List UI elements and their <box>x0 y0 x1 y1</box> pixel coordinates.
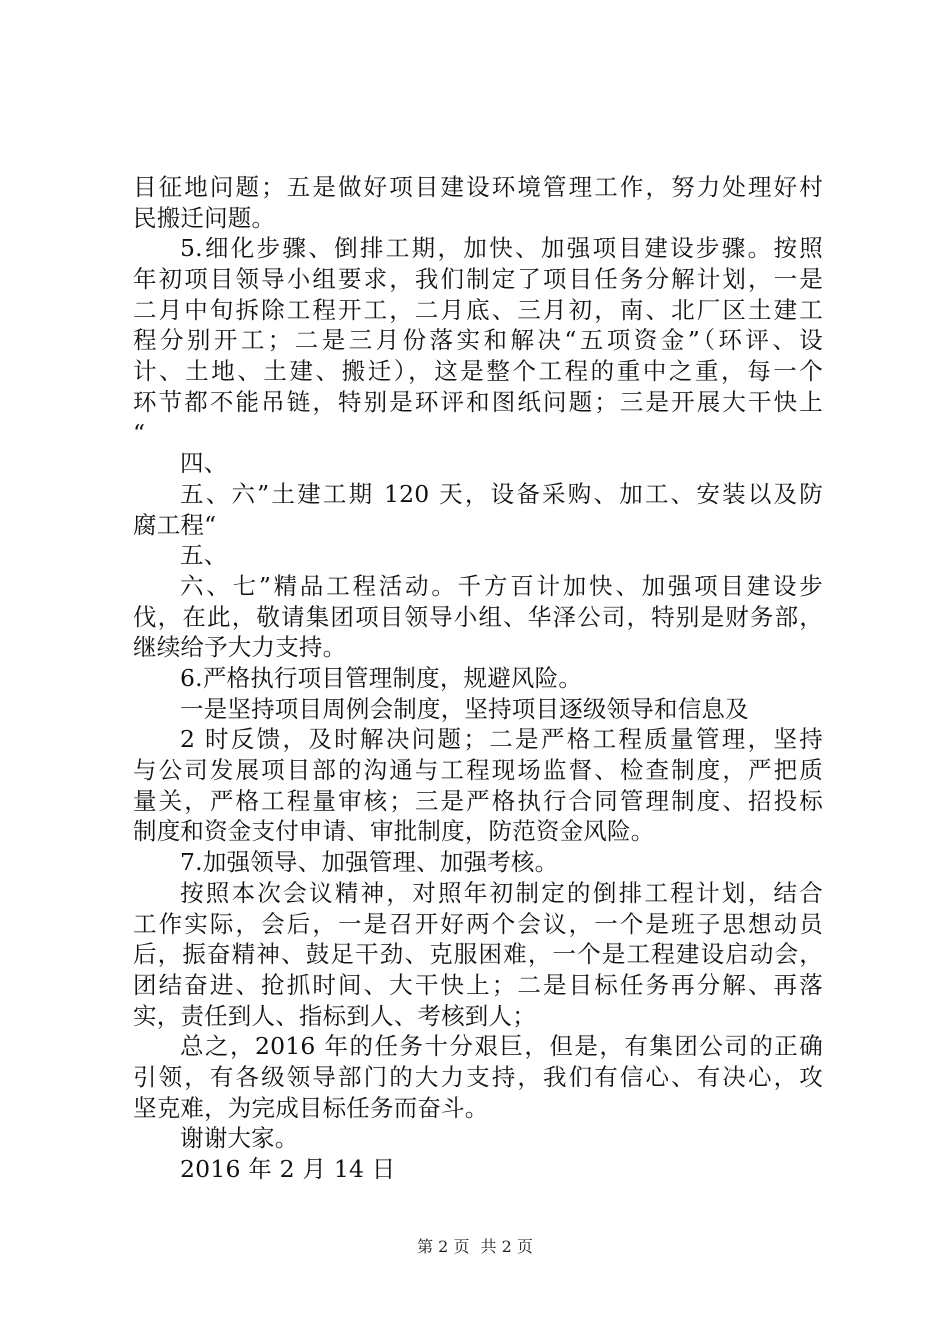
text-line: 工作实际，会后，一是召开好两个会议，一个是班子思想动员 <box>133 909 823 938</box>
text-line: 实，责任到人、指标到人、考核到人； <box>133 1001 536 1030</box>
section-heading: 6.严格执行项目管理制度，规避风险。 <box>180 664 583 692</box>
text-line: 团结奋进、抢抓时间、大干快上；二是目标任务再分解、再落 <box>133 970 823 999</box>
document-body <box>133 172 823 1185</box>
text-line: 谢谢大家。 <box>180 1124 299 1153</box>
page-total: 共 2 页 <box>480 1237 533 1256</box>
text-line: 民搬迁问题。 <box>133 203 276 232</box>
text-line: 一是坚持项目周例会制度，坚持项目逐级领导和信息及 <box>180 694 749 723</box>
text-line: 计、土地、土建、搬迁），这是整个工程的重中之重，每一个 <box>133 357 823 386</box>
text-line: 目征地问题；五是做好项目建设环境管理工作，努力处理好村 <box>133 173 823 201</box>
page-footer <box>0 1237 950 1257</box>
text-line: 五、 <box>180 541 228 570</box>
text-line: 引领，有各级领导部门的大力支持，我们有信心、有决心，攻 <box>133 1062 823 1091</box>
text-line: “ <box>133 418 146 447</box>
text-line: 与公司发展项目部的沟通与工程现场监督、检查制度，严把质 <box>133 756 823 785</box>
text-line: 五、六”土建工期 120 天，设备采购、加工、安装以及防 <box>180 479 823 508</box>
text-line: 程分别开工；二是三月份落实和解决“五项资金”（环评、设 <box>133 326 823 355</box>
section-heading: 7.加强领导、加强管理、加强考核。 <box>180 848 559 877</box>
text-line: 2 时反馈，及时解决问题；二是严格工程质量管理，坚持 <box>180 725 823 754</box>
text-line: 环节都不能吊链，特别是环评和图纸问题；三是开展大干快上 <box>133 387 823 416</box>
text-line: 腐工程“ <box>133 510 217 539</box>
text-line: 后，振奋精神、鼓足干劲、克服困难，一个是工程建设启动会， <box>133 940 823 969</box>
section-heading: 5.细化步骤、倒排工期，加快、加强项目建设步骤。按照 <box>180 234 823 263</box>
text-line: 二月中旬拆除工程开工，二月底、三月初，南、北厂区土建工 <box>133 295 823 324</box>
text-line: 六、七”精品工程活动。千方百计加快、加强项目建设步 <box>180 571 823 600</box>
text-line: 制度和资金支付申请、审批制度，防范资金风险。 <box>133 817 655 846</box>
text-line: 坚克难，为完成目标任务而奋斗。 <box>133 1093 489 1122</box>
text-line: 量关，严格工程量审核；三是严格执行合同管理制度、招投标 <box>133 786 823 815</box>
text-line: 伐，在此，敬请集团项目领导小组、华泽公司，特别是财务部， <box>133 602 823 631</box>
text-line: 总之，2016 年的任务十分艰巨，但是，有集团公司的正确 <box>180 1032 823 1061</box>
text-line: 继续给予大力支持。 <box>133 633 347 662</box>
text-line: 四、 <box>180 449 228 478</box>
date-line: 2016 年 2 月 14 日 <box>180 1155 396 1183</box>
text-line: 按照本次会议精神，对照年初制定的倒排工程计划，结合 <box>180 878 823 907</box>
text-line: 年初项目领导小组要求，我们制定了项目任务分解计划，一是 <box>133 265 823 294</box>
page-number: 第 2 页 <box>417 1237 470 1256</box>
